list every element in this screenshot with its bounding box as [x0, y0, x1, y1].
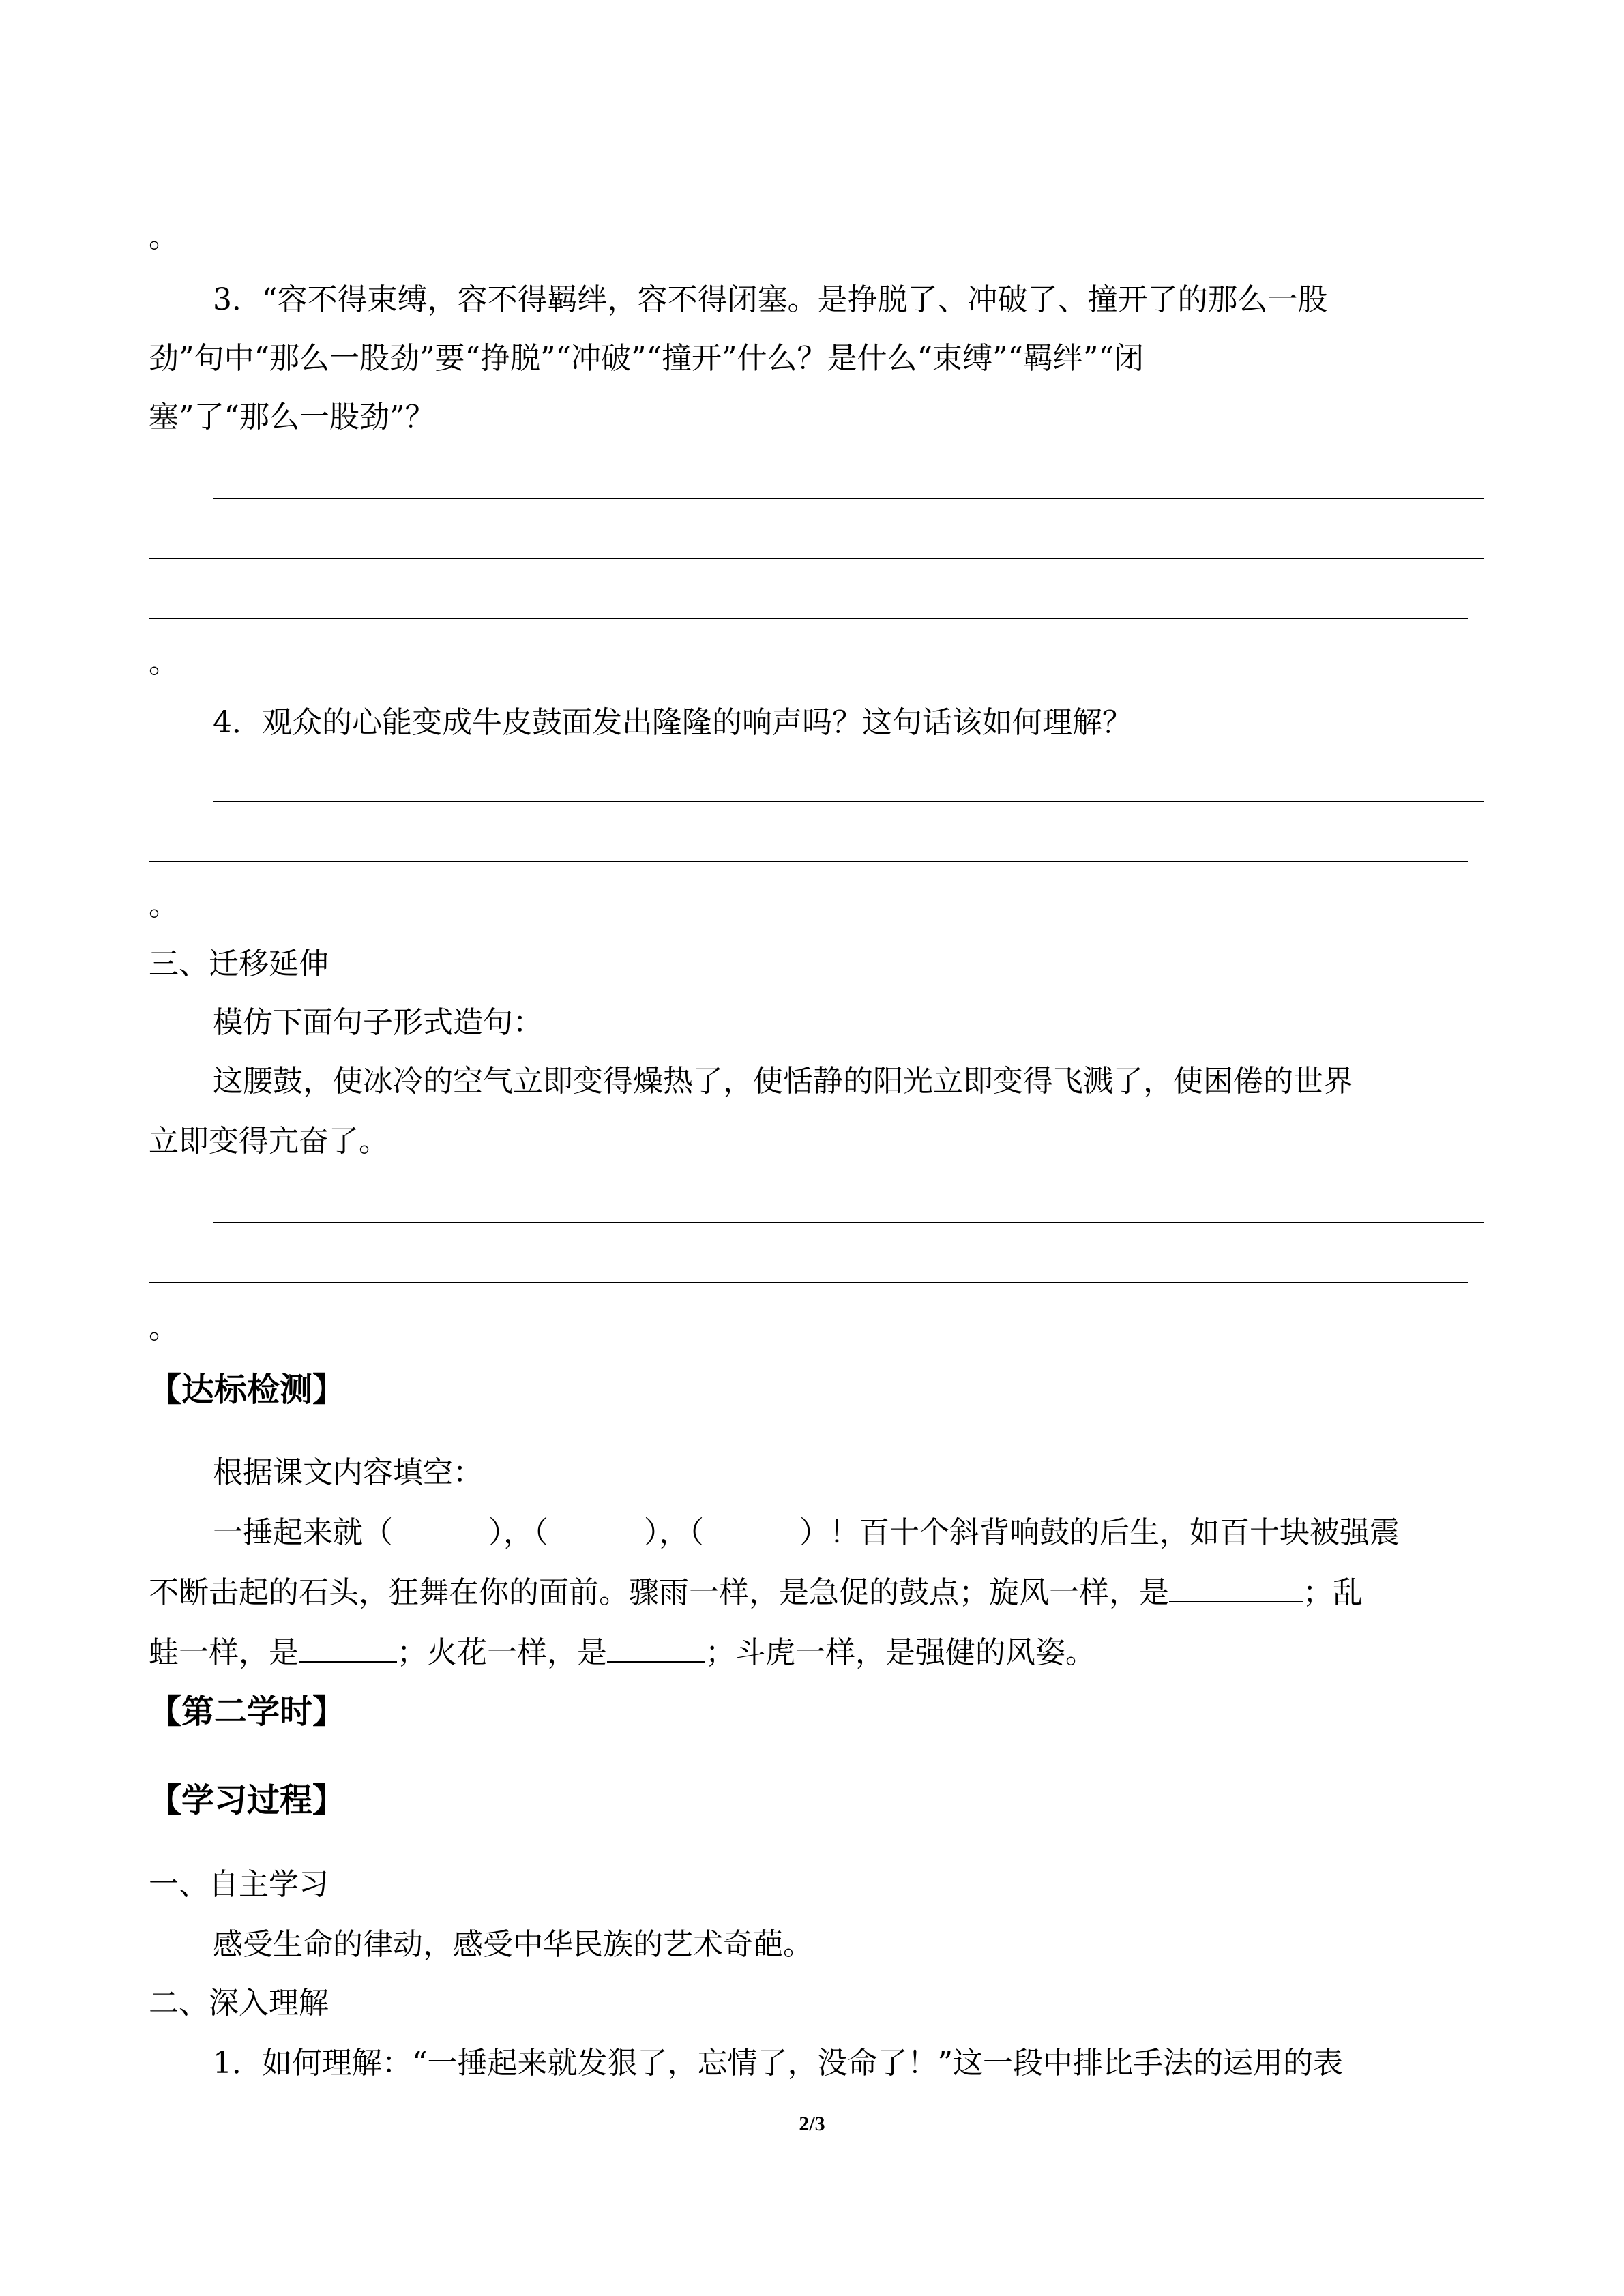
answer-line[interactable] [149, 618, 1468, 619]
period-mark: 。 [149, 645, 179, 680]
fill-text: ）！百十个斜背响鼓的后生，如百十块被强震 [799, 1515, 1400, 1550]
fill-line-3 [149, 1637, 1095, 1668]
fill-text: ；乱 [1303, 1575, 1363, 1610]
fill-text: 蛙一样，是 [149, 1635, 299, 1670]
question-3-line-3: 塞”了“那么一股劲”？ [149, 400, 435, 434]
section-3-instruction: 模仿下面句子形式造句： [213, 1005, 543, 1040]
section-heading-second-period: 【第二学时】 [149, 1693, 346, 1731]
fill-text: ），（ [488, 1515, 548, 1550]
fill-blank[interactable] [1169, 1577, 1303, 1602]
answer-line[interactable] [213, 1222, 1484, 1223]
fill-blank[interactable] [607, 1637, 705, 1663]
answer-line[interactable] [213, 498, 1484, 499]
example-sentence-line-2: 立即变得亢奋了。 [149, 1124, 389, 1159]
period-mark: 。 [149, 888, 179, 923]
section-1-text: 感受生命的律动，感受中华民族的艺术奇葩。 [213, 1927, 813, 1962]
fill-text: ；火花一样，是 [397, 1635, 607, 1670]
fill-text: ；斗虎一样，是强健的风姿。 [705, 1635, 1095, 1670]
fill-line-2 [149, 1577, 1363, 1608]
question-4: 4．观众的心能变成牛皮鼓面发出隆隆的响声吗？这句话该如何理解？ [213, 705, 1132, 740]
question-1: 1．如何理解：“一捶起来就发狠了，忘情了，没命了！”这一段中排比手法的运用的表 [213, 2046, 1343, 2081]
answer-line[interactable] [149, 1282, 1468, 1283]
fill-text: 不断击起的石头，狂舞在你的面前。骤雨一样，是急促的鼓点；旋风一样，是 [149, 1575, 1169, 1610]
answer-line[interactable] [213, 801, 1484, 802]
fill-line-1 [213, 1515, 1400, 1550]
section-1-title: 一、自主学习 [149, 1867, 329, 1902]
fill-text: ），（ [644, 1515, 704, 1550]
answer-line[interactable] [149, 558, 1484, 559]
fill-blank[interactable] [299, 1637, 397, 1663]
fill-text: 一捶起来就（ [213, 1515, 393, 1550]
question-3-line-1: 3．“容不得束缚，容不得羁绊，容不得闭塞。是挣脱了、冲破了、撞开了的那么一股 [213, 282, 1328, 317]
fill-instruction: 根据课文内容填空： [213, 1455, 483, 1490]
section-2-title: 二、深入理解 [149, 1986, 329, 2021]
period-mark: 。 [149, 220, 179, 254]
question-3-line-2: 劲”句中“那么一股劲”要“挣脱”“冲破”“撞开”什么？是什么“束缚”“羁绊”“闭 [149, 341, 1144, 376]
example-sentence-line-1: 这腰鼓，使冰冷的空气立即变得燥热了，使恬静的阳光立即变得飞溅了，使困倦的世界 [213, 1064, 1353, 1099]
page-number: 2/3 [799, 2113, 825, 2135]
section-3-title: 三、迁移延伸 [149, 946, 329, 981]
period-mark: 。 [149, 1311, 179, 1345]
section-heading-learning-process: 【学习过程】 [149, 1781, 346, 1819]
section-heading-dabiao: 【达标检测】 [149, 1371, 346, 1409]
answer-line[interactable] [149, 861, 1468, 862]
